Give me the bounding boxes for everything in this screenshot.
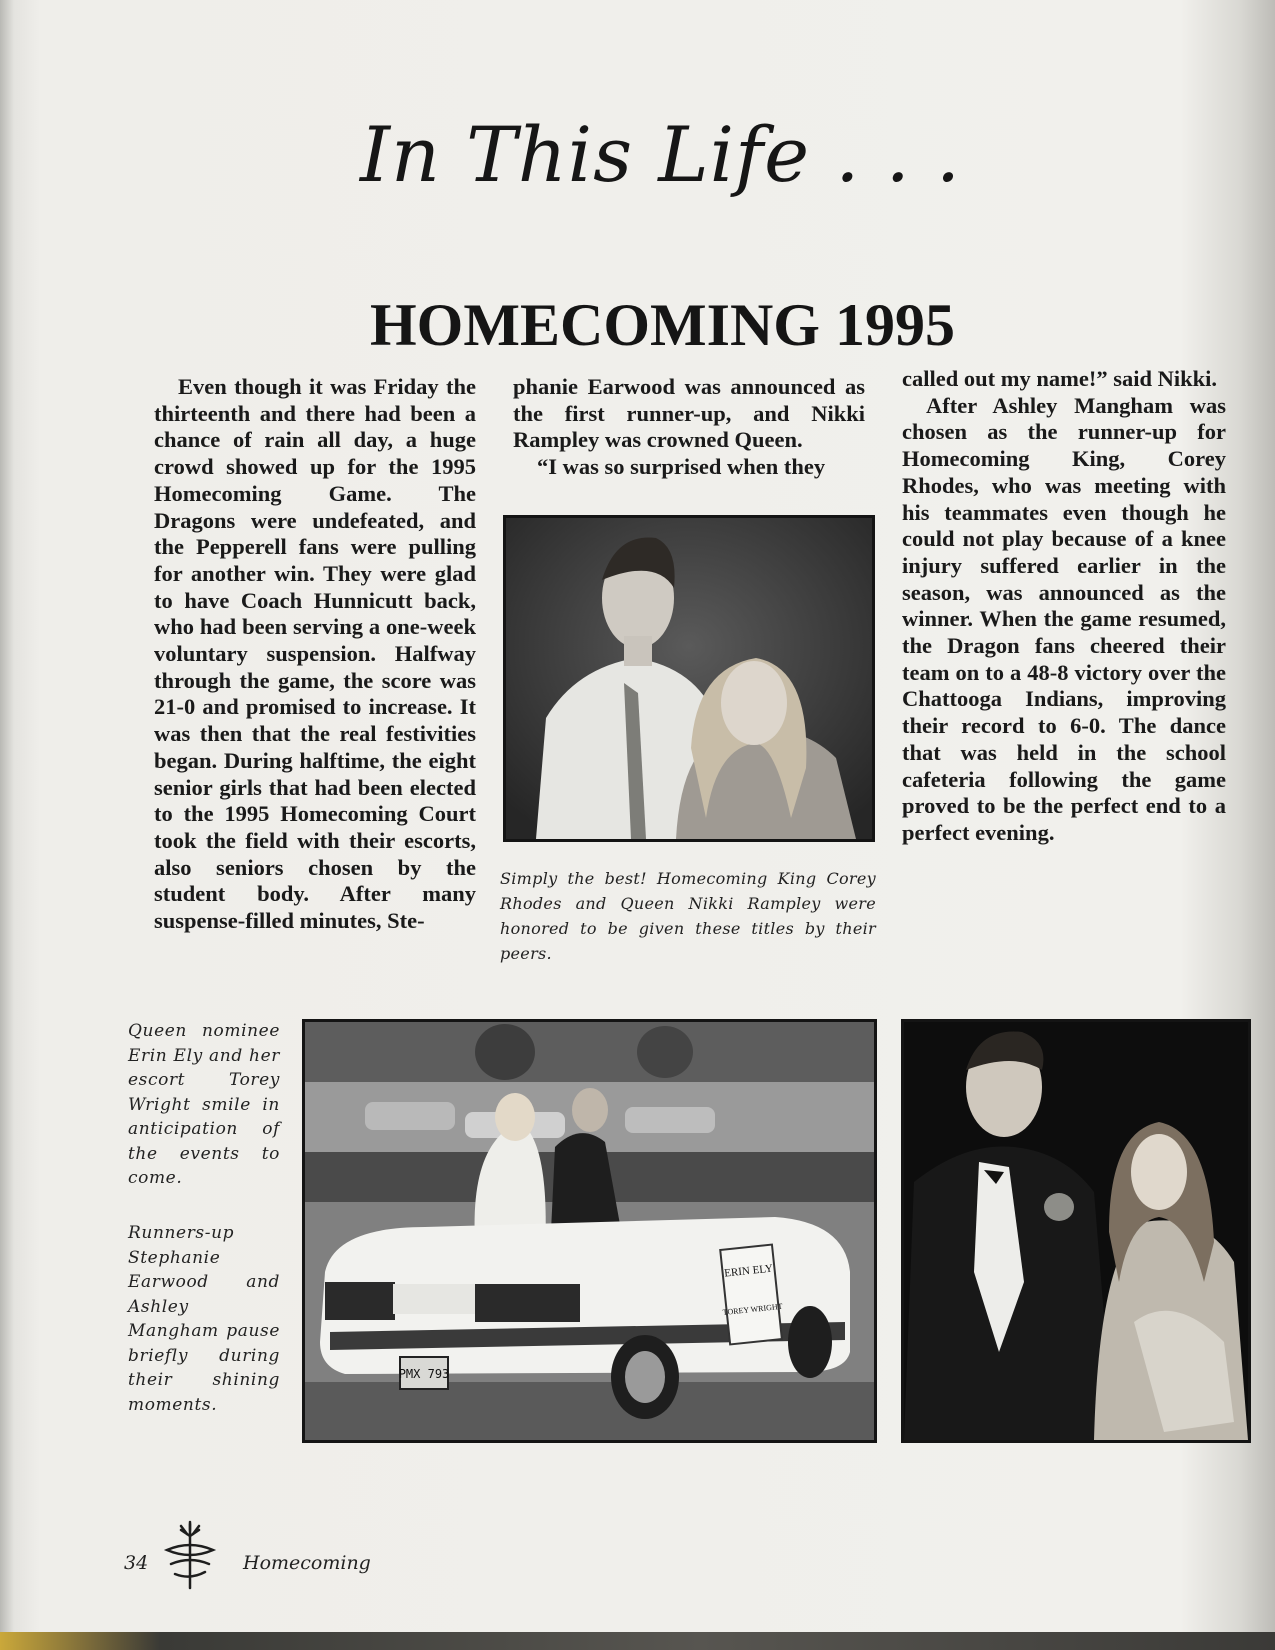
runners-up-photo-art (904, 1022, 1248, 1440)
king-queen-photo-art (506, 518, 872, 839)
article-column-1 (154, 374, 476, 935)
article-paragraph: called out my name!” said Nikki. (902, 366, 1218, 391)
headline: HOMECOMING 1995 (370, 292, 955, 358)
runners-up-caption: Runners-up Stephanie Earwood and Ashley Mangham pause briefly during their shining moments. (128, 1223, 280, 1415)
article-column-3 (902, 366, 1226, 847)
convertible-photo (302, 1019, 877, 1443)
page-number: 34 (124, 1552, 149, 1574)
article-paragraph: Even though it was Friday the thirteenth and there had been a chance of rain all day, a huge crowd showed up for the 1995 Homecoming Game. The Dragons were undefeated, and the Pepperell fans were pulling for another win. They were glad to have Coach Hunnicutt back, who had been serving a one-week voluntary suspension. Halfway through the game, the score was 21-0 and promised to increase. It was then that the real festivities began. During halftime, the eight senior girls that had been elected to the 1995 Homecoming Court took the field with their escorts, also seniors chosen by the student body. After many suspense-filled minutes, Ste- (154, 374, 476, 934)
article-paragraph: “I was so surprised when they (537, 454, 826, 480)
article-column-2 (513, 374, 865, 481)
script-title: In This Life . . . (360, 110, 962, 199)
runners-up-photo (901, 1019, 1251, 1443)
king-queen-photo (503, 515, 875, 842)
car-sign-line1: ERIN ELY (723, 1262, 774, 1280)
dragon-emblem-icon (157, 1520, 223, 1592)
convertible-photo-art (305, 1022, 874, 1440)
article-paragraph: After Ashley Mangham was chosen as the runner-up for Homecoming King, Corey Rhodes, who was meeting with his teammates even though he could not play because of a knee injury suffered earlier in the season, was announced as the winner. When the game resumed, the Dragon fans cheered their team on to a 48-8 victory over the Chattooga Indians, improving their record to 6-0. The dance that was held in the school cafeteria following the game proved to be the perfect end to a perfect evening. (902, 392, 1226, 845)
car-sign-line2: TOREY WRIGHT (722, 1301, 783, 1318)
article-paragraph: phanie Earwood was announced as the first runner-up, and Nikki Rampley was crowned Queen. (513, 374, 865, 453)
section-label: Homecoming (243, 1552, 371, 1574)
queen-nominee-caption: Queen nominee Erin Ely and her escort Torey Wright smile in anticipation of the events to come. (128, 1021, 280, 1188)
page-bottom-edge (0, 1632, 1275, 1650)
car-plate: PMX 793 (398, 1367, 450, 1381)
king-queen-caption: Simply the best! Homecoming King Corey Rhodes and Queen Nikki Rampley were honored to be given these titles by their peers. (500, 869, 876, 963)
